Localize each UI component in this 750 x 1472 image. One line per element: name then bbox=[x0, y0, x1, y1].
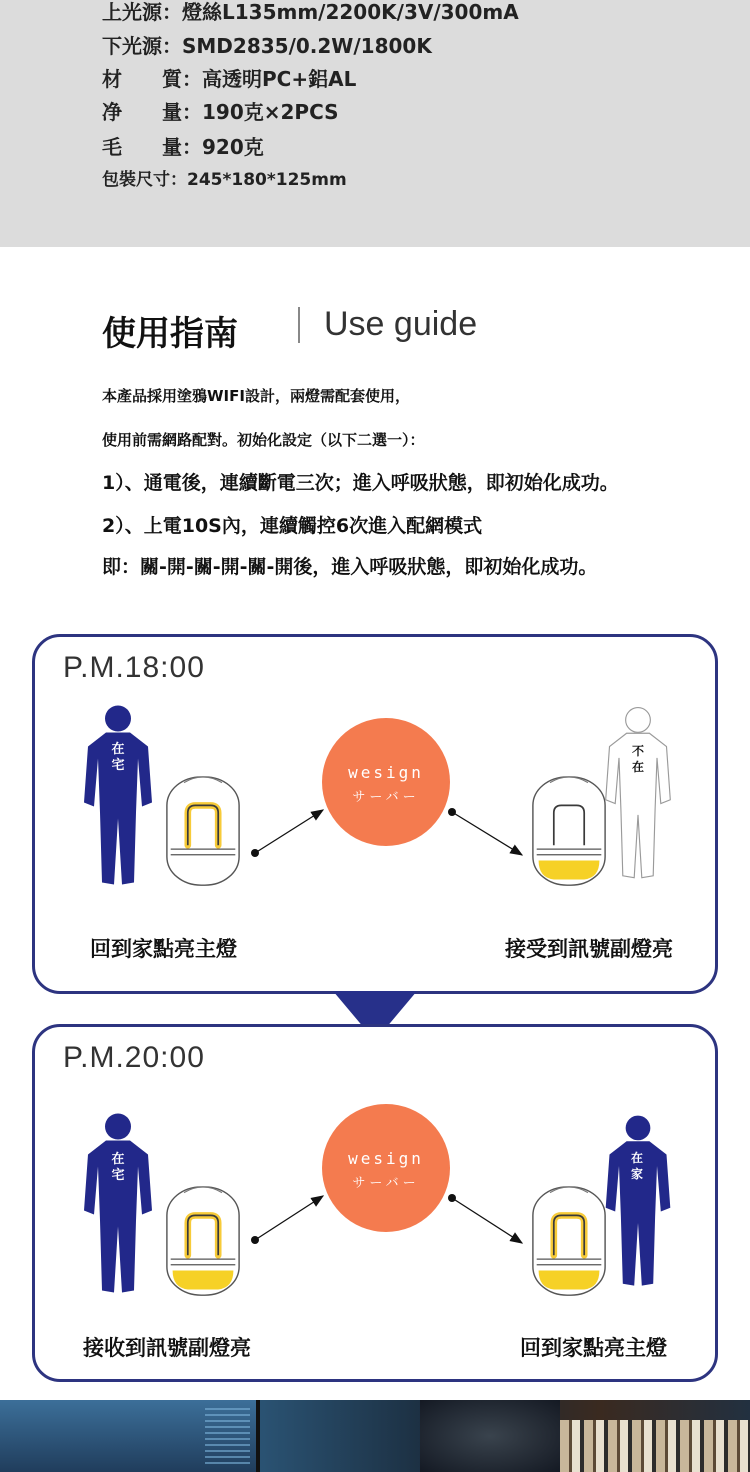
scene-1-right-caption: 接受到訊號副燈亮 bbox=[505, 937, 673, 961]
scene-2-time: P.M.20:00 bbox=[63, 1041, 205, 1074]
bookshelf-image bbox=[560, 1420, 750, 1472]
spec-upper-light: 上光源：燈絲L135mm/2200K/3V/300mA bbox=[102, 0, 519, 24]
spec-net-weight: 净 量：190克×2PCS bbox=[102, 100, 339, 124]
guide-line-4: 2）、上電10S內，連續觸控6次進入配網模式 bbox=[102, 515, 483, 537]
person-left-tag-2: 在宅 bbox=[111, 1152, 125, 1183]
server-name-1: wesign bbox=[348, 763, 424, 782]
spec-gross-weight: 毛 量：920克 bbox=[102, 135, 264, 159]
room-photo bbox=[0, 1400, 750, 1472]
guide-line-2: 使用前需網路配對。初始化設定（以下二選一）： bbox=[102, 431, 425, 449]
guide-line-1: 本產品採用塗鴉WIFI設計，兩燈需配套使用， bbox=[102, 387, 410, 405]
person-home-icon-3 bbox=[600, 1108, 676, 1298]
main-lamp-icon-2 bbox=[531, 1183, 607, 1301]
scene-2-left-caption: 接收到訊號副燈亮 bbox=[83, 1336, 251, 1360]
monitor-image bbox=[0, 1400, 260, 1472]
person-right-tag-1: 不在 bbox=[631, 744, 644, 774]
spec-material: 材 質：高透明PC+鋁AL bbox=[102, 67, 357, 91]
scene-1-left-caption: 回到家點亮主燈 bbox=[90, 937, 237, 961]
room-dark-area bbox=[420, 1400, 560, 1472]
server-sub-1: サーバー bbox=[352, 790, 420, 805]
person-left-tag-1: 在宅 bbox=[111, 742, 125, 773]
scene-1-time: P.M.18:00 bbox=[63, 651, 205, 684]
spec-package-size: 包裝尺寸：245*180*125mm bbox=[102, 170, 347, 190]
spec-lower-light: 下光源：SMD2835/0.2W/1800K bbox=[102, 34, 432, 58]
guide-title: 使用指南 bbox=[102, 314, 238, 354]
server-name-2: wesign bbox=[348, 1149, 424, 1168]
person-right-tag-2: 在家 bbox=[630, 1151, 643, 1181]
server-sub-2: サーバー bbox=[352, 1176, 420, 1191]
guide-line-5: 即：關-開-關-開-關-開後，進入呼吸狀態，即初始化成功。 bbox=[102, 556, 598, 578]
guide-line-3: 1）、通電後，連續斷電三次；進入呼吸狀態，即初始化成功。 bbox=[102, 472, 619, 494]
guide-subtitle: Use guide bbox=[324, 305, 478, 343]
scene-2-right-caption: 回到家點亮主燈 bbox=[520, 1336, 667, 1360]
